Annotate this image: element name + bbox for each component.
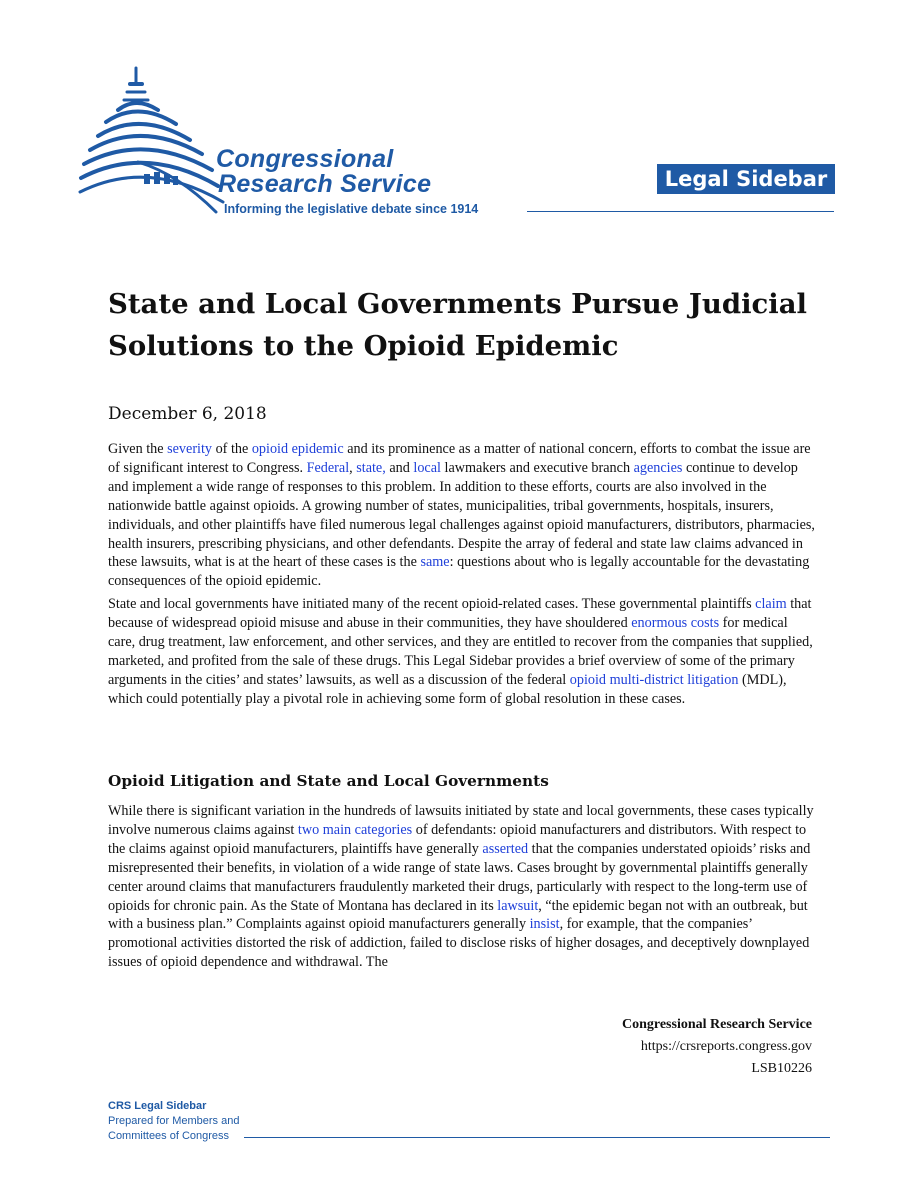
capitol-dome-icon [78, 66, 228, 216]
inline-link[interactable]: severity [167, 441, 213, 457]
footer-org: Congressional Research Service [621, 1017, 812, 1032]
inline-link[interactable]: insist [529, 916, 560, 933]
paragraph-text: , “the epidemic began not with an outbreak, but with a business plan.” Complaints against opioid manufacturers generally [108, 897, 808, 933]
legal-sidebar-badge: Legal Sidebar [657, 164, 835, 194]
inline-link[interactable]: lawsuit [497, 897, 539, 914]
inline-link[interactable]: opioid multi-district litigation [569, 671, 739, 688]
publication-date: December 6, 2018 [108, 404, 267, 424]
inline-link[interactable]: enormous costs [631, 615, 720, 632]
footer-left-line3: Committees of Congress [108, 1130, 230, 1142]
inline-link[interactable]: claim [755, 596, 787, 613]
footer-info [622, 1014, 812, 1080]
inline-link[interactable]: Federal [306, 459, 350, 476]
paragraph-text: State and local governments have initiated many of the recent opioid-related cases. These governmental plaintiffs [108, 596, 756, 613]
paragraph-text: that because of widespread opioid misuse and abuse in their communities, they have shouldered [108, 596, 812, 632]
paragraph-text: and [385, 459, 414, 476]
intro-section [108, 440, 816, 713]
inline-link[interactable]: opioid epidemic [251, 441, 344, 457]
paragraph-text: that the companies understated opioids’ risks and misrepresented their benefits, in violation of a wide range of state laws. Cases brought by governmental plaintiffs generally center around claims that manufacturers fraudulently marketed their drugs, particularly with respect to the long-term use of opioids for chronic pain. As the State of Montana has declared in its [108, 840, 811, 914]
org-name-line2: Research Service [218, 170, 432, 198]
paragraph-text: of the [212, 441, 252, 457]
inline-link[interactable]: state, [356, 459, 386, 476]
paragraph-text: , [349, 459, 357, 476]
tagline: Informing the legislative debate since 1914 [224, 202, 479, 216]
footer-left-line2: Prepared for Members and [108, 1115, 240, 1127]
report-id: LSB10226 [751, 1061, 812, 1076]
footer-rule [244, 1137, 830, 1138]
paragraph [108, 802, 816, 972]
paragraph [108, 440, 816, 591]
paragraph-text: of defendants: opioid manufacturers and distributors. With respect to the claims against opioid manufacturers, plaintiffs have generally [108, 821, 807, 857]
page-title: State and Local Governments Pursue Judicial Solutions to the Opioid Epidemic [108, 288, 808, 362]
header-rule [527, 211, 834, 212]
paragraph-text: , for example, that the companies’ promotional activities distorted the risk of addiction, failed to disclose risks of higher dosages, and deceptively downplayed issues of opioid dependence and withdrawal. The [108, 916, 810, 971]
paragraph-text: Given the [108, 441, 168, 457]
inline-link[interactable]: local [413, 459, 441, 476]
org-name-line1: Congressional [216, 145, 394, 173]
paragraph-text: continue to develop and implement a wide range of responses to this problem. In addition to these efforts, courts are also involved in the nationwide battle against opioids. A growing number of states, municipalities, tribal governments, hospitals, insurers, individuals, and other plaintiffs have filed numerous legal challenges against opioid manufacturers, distributors, pharmacies, health insurers, prescribing physicians, and other defendants. Despite the array of federal and state law claims advanced in these lawsuits, what is at the heart of these cases is the [108, 459, 815, 571]
inline-link[interactable]: asserted [482, 840, 529, 857]
paragraph-text: lawmakers and executive branch [440, 459, 634, 476]
footer-url: https://crsreports.congress.gov [640, 1039, 812, 1054]
inline-link[interactable]: two main categories [297, 821, 413, 838]
paragraph-text: While there is significant variation in the hundreds of lawsuits initiated by state and local governments, these cases typically involve numerous claims against [108, 803, 814, 838]
inline-link[interactable]: same [420, 554, 450, 571]
section-heading: Opioid Litigation and State and Local Governments [108, 772, 549, 790]
footer-left-label [108, 1099, 239, 1144]
paragraph-text: (MDL), which could potentially play a pivotal role in achieving some form of global resolution in these cases. [108, 671, 787, 707]
litigation-section [108, 802, 816, 976]
paragraph-text: and its prominence as a matter of national concern, efforts to combat the issue are of significant interest to Congress. [108, 441, 811, 476]
footer-left-line1: CRS Legal Sidebar [108, 1100, 207, 1112]
inline-link[interactable]: agencies [633, 459, 683, 476]
paragraph [108, 595, 816, 708]
paragraph-text: for medical care, drug treatment, law enforcement, and other services, and they are entitled to recover from the companies that supplied, marketed, and profited from the sale of these drugs. This Legal Sidebar provides a brief overview of some of the primary arguments in the cities’ and states’ lawsuits, as well as a discussion of the federal [108, 615, 813, 688]
paragraph-text: : questions about who is legally accountable for the devastating consequences of the opioid epidemic. [108, 554, 810, 590]
